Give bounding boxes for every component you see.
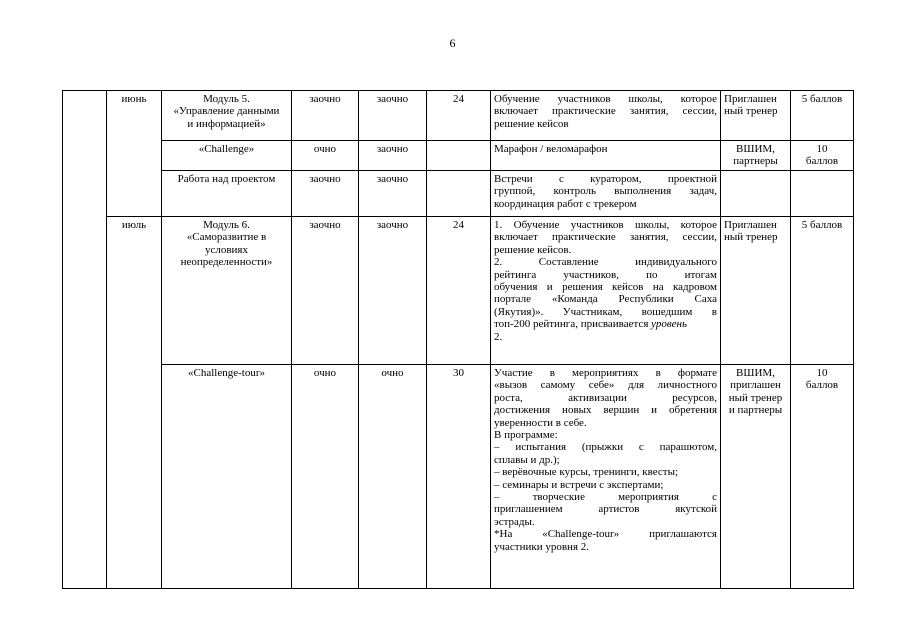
rating-line: топ-200 рейтинга, присваивается уровень (494, 318, 687, 331)
description-cell: Обучение участников школы, которое включает практические занятия, сессии, решение кейсов (491, 91, 721, 141)
hours-cell (427, 171, 491, 217)
form-cell: заочно (359, 217, 427, 365)
responsible-cell: Приглашен ный тренер (721, 91, 791, 141)
form-cell: заочно (292, 91, 359, 141)
table-row (63, 365, 854, 589)
hours-cell: 30 (427, 365, 491, 589)
responsible-cell: ВШИМ, приглашен ный тренер и партнеры (721, 365, 791, 589)
points-cell: 10 баллов (791, 141, 854, 171)
table-row (63, 141, 854, 171)
responsible-cell (721, 171, 791, 217)
form-cell: заочно (359, 141, 427, 171)
form-cell: заочно (292, 171, 359, 217)
table-row (63, 217, 854, 365)
module-cell: Модуль 6. «Саморазвитие в условиях неопределенности» (162, 217, 292, 365)
page-number: 6 (449, 36, 456, 50)
form-cell: очно (292, 141, 359, 171)
points-cell: 10 баллов (791, 365, 854, 589)
form-cell: очно (359, 365, 427, 589)
description-cell: 1. Обучение участников школы, которое включает практические занятия, сессии, решение кейсов. 2. Составление индивидуального рейтинга участников, по итогам обучения и решения кейсов на кадровом портале «Команда Республики Саха (Якутия)». Участникам, вошедшим в топ-200 рейтинга, присваивается уровень 2. (491, 217, 721, 365)
hours-cell: 24 (427, 217, 491, 365)
index-cell (63, 91, 107, 589)
points-cell: 5 баллов (791, 217, 854, 365)
module-cell: «Challenge-tour» (162, 365, 292, 589)
schedule-table (62, 90, 854, 589)
form-cell: заочно (359, 171, 427, 217)
module-cell: Работа над проектом (162, 171, 292, 217)
form-cell: очно (292, 365, 359, 589)
module-cell: Модуль 5. «Управление данными и информацией» (162, 91, 292, 141)
form-cell: заочно (359, 91, 427, 141)
month-cell: июль (107, 217, 162, 589)
responsible-cell: Приглашен ный тренер (721, 217, 791, 365)
description-cell: Марафон / веломарафон (491, 141, 721, 171)
month-cell: июнь (107, 91, 162, 217)
table-row (63, 171, 854, 217)
table-row (63, 91, 854, 141)
description-cell: Встречи с куратором, проектной группой, контроль выполнения задач, координация работ с трекером (491, 171, 721, 217)
module-cell: «Challenge» (162, 141, 292, 171)
form-cell: заочно (292, 217, 359, 365)
points-cell (791, 171, 854, 217)
points-cell: 5 баллов (791, 91, 854, 141)
hours-cell (427, 141, 491, 171)
hours-cell: 24 (427, 91, 491, 141)
description-cell: Участие в мероприятиях в формате «вызов самому себе» для личностного роста, активизации ресурсов, достижения новых вершин и обретения уверенности в себе. В программе: – испытания (прыжки с парашютом, сплавы и др.); – верёвочные курсы, тренинги, квесты; – семинары и встречи с экспертами; – творческие мероприятия с приглашением артистов якутской эстрады. *На «Challenge-tour» приглашаются участники уровня 2. (491, 365, 721, 589)
responsible-cell: ВШИМ, партнеры (721, 141, 791, 171)
